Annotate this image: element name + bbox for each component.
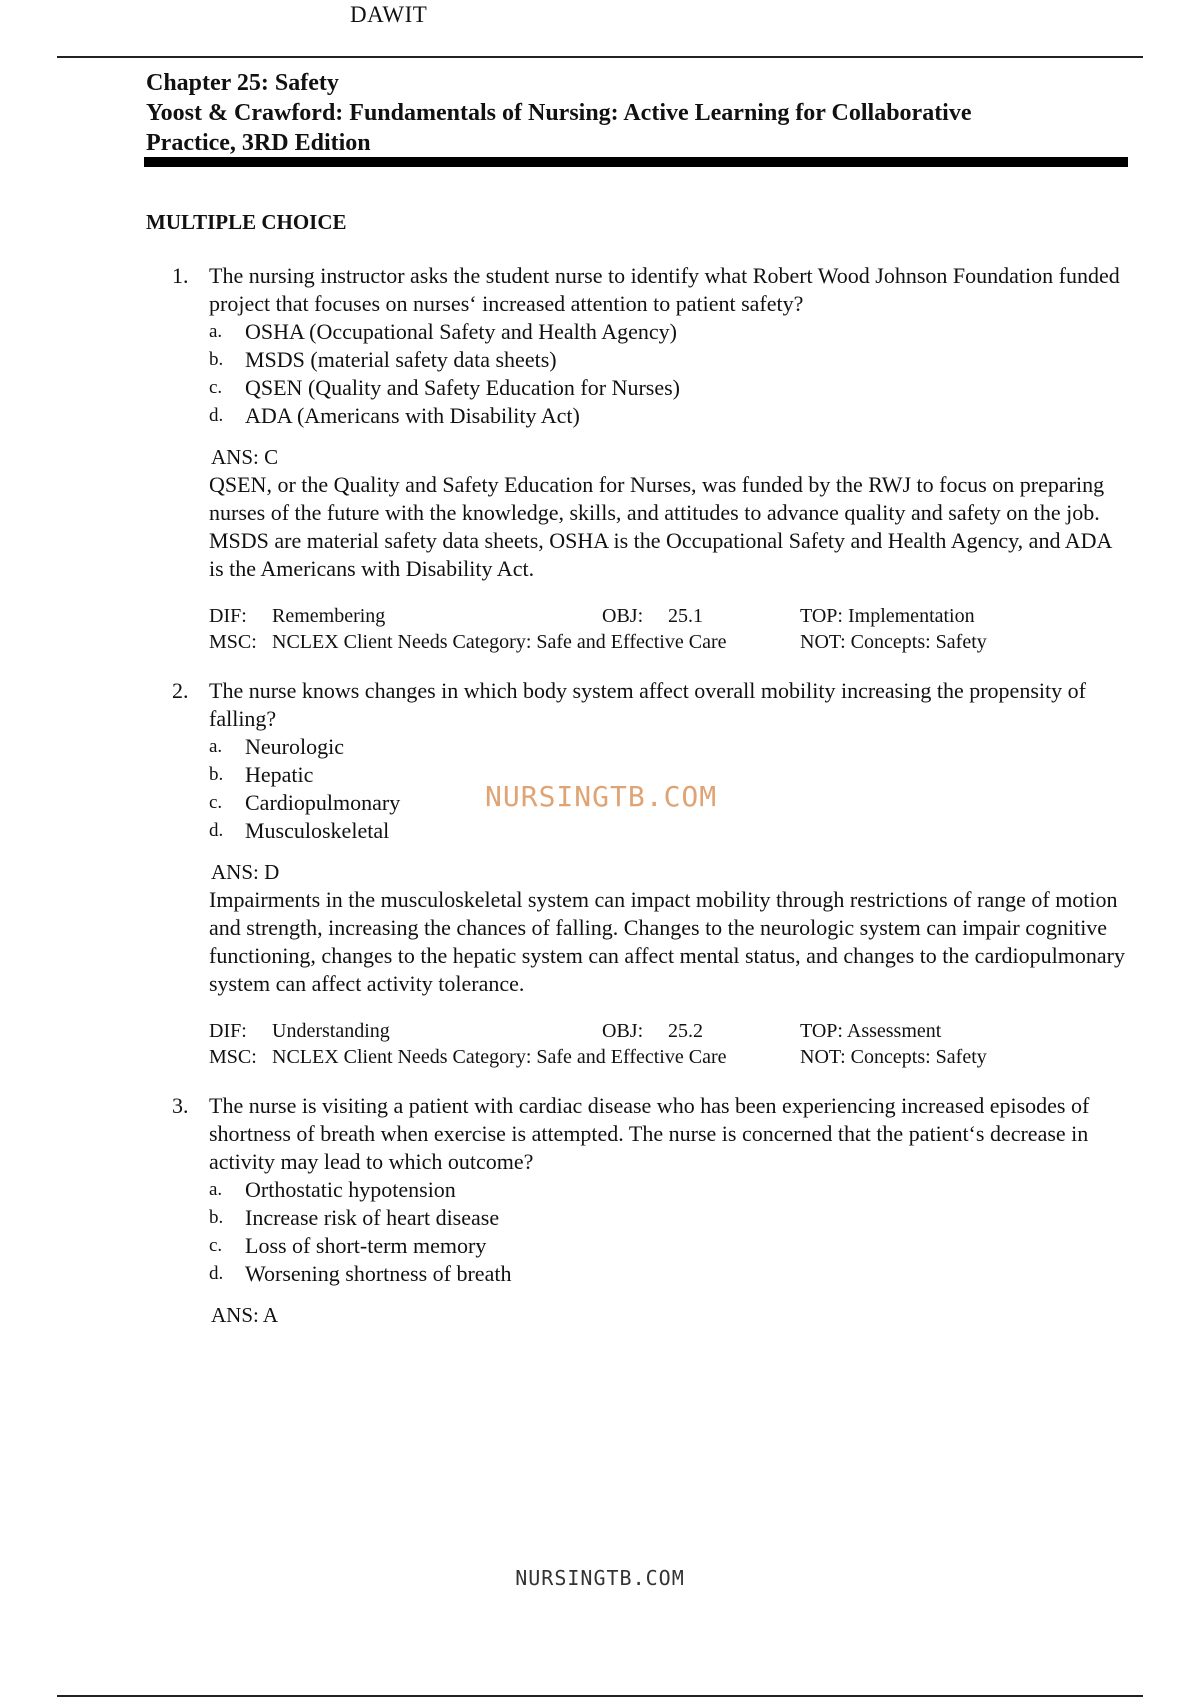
option-b: [209, 1204, 1200, 1232]
msc-label: MSC:: [209, 1046, 257, 1068]
answer-key: ANS: C: [211, 445, 279, 469]
top-value: TOP: Implementation: [800, 605, 975, 627]
option-letter: a.: [209, 736, 223, 757]
option-letter: a.: [209, 1179, 223, 1200]
question-metadata: [209, 603, 1200, 657]
option-a: [209, 733, 1200, 761]
option-list: [0, 1176, 1200, 1288]
top-rule: [57, 56, 1143, 58]
obj-label: OBJ:: [602, 605, 644, 627]
question-number: 1.: [172, 263, 189, 288]
option-text: Loss of short-term memory: [245, 1233, 487, 1258]
not-value: NOT: Concepts: Safety: [800, 631, 987, 653]
option-a: [209, 318, 1200, 346]
option-text: ADA (Americans with Disability Act): [245, 403, 580, 428]
option-d: [209, 1260, 1200, 1288]
option-text: MSDS (material safety data sheets): [245, 347, 557, 372]
question-text: The nurse knows changes in which body system affect overall mobility increasing the propensity of falling?: [209, 678, 1086, 731]
dif-value: Remembering: [272, 605, 386, 627]
option-a: [209, 1176, 1200, 1204]
header-name: DAWIT: [350, 2, 428, 27]
watermark-text: NURSINGTB.COM: [485, 780, 718, 813]
option-d: [209, 402, 1200, 430]
book-title-line-1: Yoost & Crawford: Fundamentals of Nursing: Active Learning for Collaborative: [146, 100, 972, 126]
question-metadata: [209, 1018, 1200, 1072]
question-3: [0, 1092, 1200, 1329]
option-text: OSHA (Occupational Safety and Health Agency): [245, 319, 677, 344]
msc-label: MSC:: [209, 631, 257, 653]
msc-value: NCLEX Client Needs Category: Safe and Effective Care: [272, 631, 727, 653]
option-letter: d.: [209, 405, 224, 426]
top-value: TOP: Assessment: [800, 1020, 942, 1042]
dif-label: DIF:: [209, 605, 247, 627]
question-text: The nurse is visiting a patient with cardiac disease who has been experiencing increased episodes of shortness of breath when exercise is attempted. The nurse is concerned that the patient‘s decrease in activity may lead to which outcome?: [209, 1093, 1090, 1174]
option-text: QSEN (Quality and Safety Education for Nurses): [245, 375, 681, 400]
dif-label: DIF:: [209, 1020, 247, 1042]
title-block: [146, 68, 1126, 158]
option-text: Increase risk of heart disease: [245, 1205, 500, 1230]
option-text: Hepatic: [245, 762, 314, 787]
option-text: Cardiopulmonary: [245, 790, 401, 815]
rationale-text: QSEN, or the Quality and Safety Education for Nurses, was funded by the RWJ to focus on preparing nurses of the future with the knowledge, skills, and attitudes to advance quality and safety on the job. MSDS are material safety data sheets, OSHA is the Occupational Safety and Health Agency, and ADA is the Americans with Disability Act.: [209, 472, 1112, 581]
obj-value: 25.1: [668, 605, 703, 627]
option-letter: b.: [209, 764, 224, 785]
option-letter: b.: [209, 349, 224, 370]
option-letter: b.: [209, 1207, 224, 1228]
question-number: 2.: [172, 678, 189, 703]
option-c: [209, 1232, 1200, 1260]
obj-value: 25.2: [668, 1020, 703, 1042]
option-letter: d.: [209, 1263, 224, 1284]
section-heading: MULTIPLE CHOICE: [146, 210, 347, 234]
question-1: [0, 262, 1200, 657]
msc-value: NCLEX Client Needs Category: Safe and Effective Care: [272, 1046, 727, 1068]
option-letter: c.: [209, 1235, 223, 1256]
book-title-line-2: Practice, 3RD Edition: [146, 130, 371, 156]
bottom-rule: [57, 1695, 1143, 1697]
option-d: [209, 817, 1200, 845]
option-c: [209, 374, 1200, 402]
option-text: Musculoskeletal: [245, 818, 390, 843]
chapter-title: Chapter 25: Safety: [146, 70, 339, 96]
answer-key: ANS: A: [211, 1303, 279, 1327]
option-letter: d.: [209, 820, 224, 841]
option-text: Neurologic: [245, 734, 344, 759]
question-2: [0, 677, 1200, 1072]
option-letter: a.: [209, 321, 223, 342]
question-number: 3.: [172, 1093, 189, 1118]
question-text: The nursing instructor asks the student nurse to identify what Robert Wood Johnson Foundation funded project that focuses on nurses‘ increased attention to patient safety?: [209, 263, 1120, 316]
option-text: Orthostatic hypotension: [245, 1177, 456, 1202]
option-letter: c.: [209, 377, 223, 398]
not-value: NOT: Concepts: Safety: [800, 1046, 987, 1068]
option-text: Worsening shortness of breath: [245, 1261, 512, 1286]
option-letter: c.: [209, 792, 223, 813]
option-list: [0, 318, 1200, 430]
rationale-text: Impairments in the musculoskeletal system can impact mobility through restrictions of range of motion and strength, increasing the chances of falling. Changes to the neurologic system can impair cognitive functioning, changes to the hepatic system can affect mental status, and changes to the cardiopulmonary system can affect activity tolerance.: [209, 887, 1125, 996]
footer-text: NURSINGTB.COM: [515, 1566, 685, 1590]
option-b: [209, 346, 1200, 374]
obj-label: OBJ:: [602, 1020, 644, 1042]
dif-value: Understanding: [272, 1020, 390, 1042]
answer-key: ANS: D: [211, 860, 280, 884]
title-underline-bar: [144, 157, 1128, 167]
